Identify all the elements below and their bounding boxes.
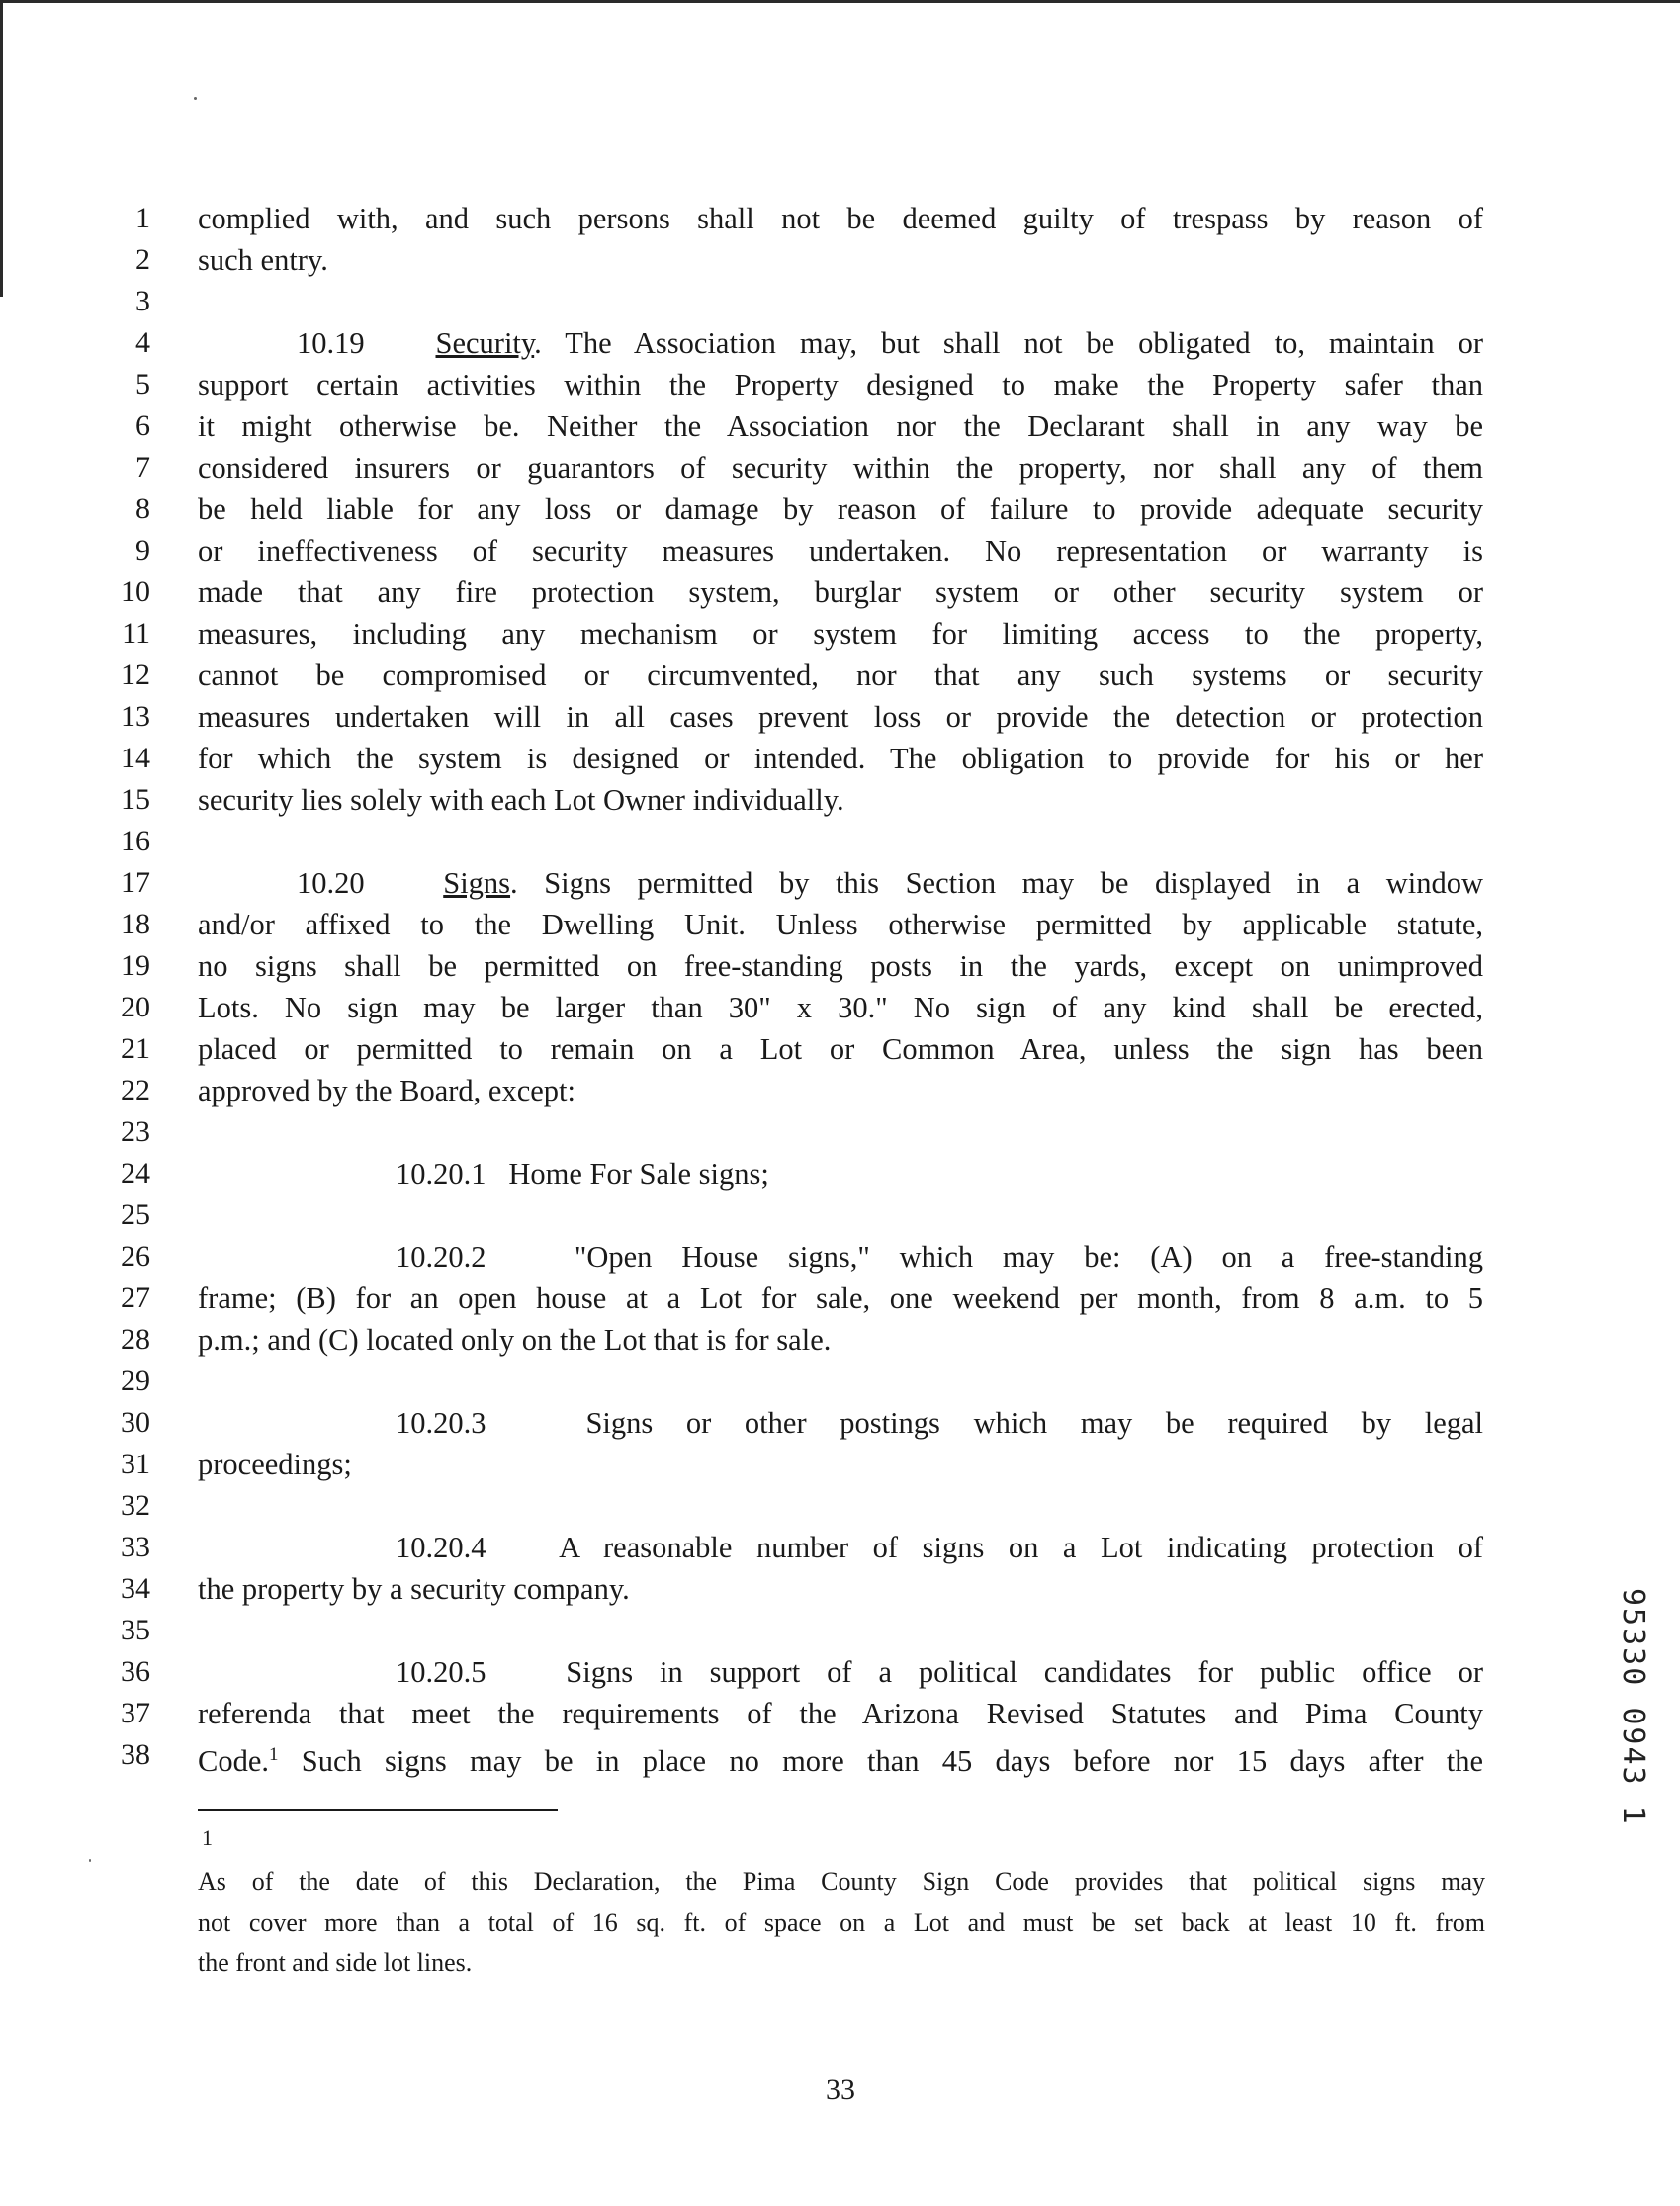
subsection-number: 10.20.1 [396, 1157, 486, 1191]
line-number: 27 [121, 1281, 150, 1314]
section-heading: Signs [443, 866, 511, 900]
subsection-10-20-2 [198, 1236, 1483, 1278]
line-number: 18 [121, 908, 150, 940]
section-text: . Signs permitted by this Section may be displayed in a window [510, 866, 1484, 900]
line-8: be held liable for any loss or damage by reason of failure to provide adequate security [198, 492, 1483, 526]
subsection-text: Signs or other postings which may be required by legal [585, 1406, 1484, 1440]
line-number: 3 [135, 285, 150, 317]
line-number: 28 [121, 1323, 150, 1356]
line-13: measures undertaken will in all cases prevent loss or provide the detection or protection [198, 700, 1483, 734]
line-34: the property by a security company. [198, 1572, 630, 1606]
line-number: 12 [121, 659, 150, 691]
line-number: 11 [122, 617, 150, 650]
line-11: measures, including any mechanism or system for limiting access to the property, [198, 617, 1483, 651]
line-number: 32 [121, 1489, 150, 1522]
section-heading: Security [435, 326, 535, 360]
line-5: support certain activities within the Property designed to make the Property safer than [198, 368, 1483, 401]
line-number: 21 [121, 1032, 150, 1065]
line-20: Lots. No sign may be larger than 30" x 30." No sign of any kind shall be erected, [198, 991, 1483, 1024]
line-9: or ineffectiveness of security measures undertaken. No representation or warranty is [198, 534, 1483, 568]
subsection-number: 10.20.3 [396, 1406, 486, 1440]
scan-edge-left [0, 0, 3, 297]
line-10: made that any fire protection system, burglar system or other security system or [198, 575, 1483, 609]
section-text: . The Association may, but shall not be obligated to, maintain or [534, 326, 1483, 360]
line-number: 26 [121, 1240, 150, 1273]
line-number: 8 [135, 492, 150, 525]
line-14: for which the system is designed or intended. The obligation to provide for his or her [198, 742, 1483, 775]
line-15: security lies solely with each Lot Owner individually. [198, 783, 844, 817]
subsection-text: Signs in support of a political candidates for public office or [566, 1655, 1484, 1689]
section-10-19-heading-line [198, 322, 1483, 364]
subsection-number: 10.20.2 [396, 1240, 486, 1274]
subsection-number: 10.20.4 [396, 1531, 486, 1564]
line-number: 33 [121, 1531, 150, 1563]
line-27: frame; (B) for an open house at a Lot for sale, one weekend per month, from 8 a.m. to 5 [198, 1281, 1483, 1315]
line-number: 14 [121, 742, 150, 774]
page-number: 33 [826, 2074, 855, 2106]
footnote-marker: 1 [202, 1825, 213, 1850]
line-number: 37 [121, 1697, 150, 1729]
line-number: 17 [121, 866, 150, 899]
line-number: 31 [121, 1448, 150, 1480]
footnote-separator [198, 1809, 558, 1811]
footnote-line: the front and side lot lines. [198, 1948, 473, 1977]
line-12: cannot be compromised or circumvented, nor that any such systems or security [198, 659, 1483, 692]
line-number: 34 [121, 1572, 150, 1605]
recording-stamp-text: 95330 0943 1 [1616, 1588, 1650, 1826]
line-28: p.m.; and (C) located only on the Lot that is for sale. [198, 1323, 832, 1357]
section-number: 10.19 [297, 326, 365, 360]
line-number: 6 [135, 409, 150, 442]
recording-stamp [1616, 1588, 1652, 1875]
line-number: 15 [121, 783, 150, 816]
line-number: 29 [121, 1365, 150, 1397]
line-38 [198, 1734, 1483, 1779]
line-number: 5 [135, 368, 150, 400]
footnote-line: As of the date of this Declaration, the Pima County Sign Code provides that political signs may [198, 1867, 1485, 1896]
subsection-10-20-3 [198, 1402, 1483, 1444]
section-number: 10.20 [297, 866, 365, 900]
line-number: 4 [135, 326, 150, 359]
scan-speck [89, 1859, 91, 1862]
line-22: approved by the Board, except: [198, 1074, 575, 1107]
scan-speck [194, 97, 197, 100]
line-number: 13 [121, 700, 150, 733]
line-number: 10 [121, 575, 150, 608]
line-number: 19 [121, 949, 150, 982]
scan-edge-top [0, 0, 1680, 3]
line-number: 23 [121, 1115, 150, 1148]
line-number: 7 [135, 451, 150, 484]
subsection-10-20-4 [198, 1527, 1483, 1568]
line-19: no signs shall be permitted on free-standing posts in the yards, except on unimproved [198, 949, 1483, 983]
line-number: 22 [121, 1074, 150, 1106]
line-38-text-a: Code. [198, 1744, 270, 1779]
subsection-10-20-5 [198, 1651, 1483, 1693]
line-2: such entry. [198, 243, 328, 277]
line-number: 24 [121, 1157, 150, 1190]
line-number: 20 [121, 991, 150, 1023]
line-number: 36 [121, 1655, 150, 1688]
line-37: referenda that meet the requirements of the Arizona Revised Statutes and Pima County [198, 1697, 1483, 1730]
line-number: 16 [121, 825, 150, 857]
line-6: it might otherwise be. Neither the Association nor the Declarant shall in any way be [198, 409, 1483, 443]
subsection-10-20-1 [198, 1153, 1483, 1194]
line-number: 2 [135, 243, 150, 276]
line-7: considered insurers or guarantors of security within the property, nor shall any of them [198, 451, 1483, 485]
subsection-text: "Open House signs," which may be: (A) on a free-standing [574, 1240, 1483, 1274]
line-number: 9 [135, 534, 150, 567]
line-18: and/or affixed to the Dwelling Unit. Unless otherwise permitted by applicable statute, [198, 908, 1483, 941]
subsection-number: 10.20.5 [396, 1655, 486, 1689]
line-21: placed or permitted to remain on a Lot or Common Area, unless the sign has been [198, 1032, 1483, 1066]
line-38-text-b: Such signs may be in place no more than 45 days before nor 15 days after the [278, 1744, 1483, 1779]
line-number: 30 [121, 1406, 150, 1439]
subsection-text: Home For Sale signs; [508, 1157, 769, 1191]
line-number: 35 [121, 1614, 150, 1646]
line-31: proceedings; [198, 1448, 352, 1481]
line-number: 25 [121, 1198, 150, 1231]
line-number: 1 [135, 202, 150, 234]
subsection-text: A reasonable number of signs on a Lot indicating protection of [559, 1531, 1484, 1564]
line-1: complied with, and such persons shall not be deemed guilty of trespass by reason of [198, 202, 1483, 235]
line-number: 38 [121, 1738, 150, 1771]
footnote-reference[interactable]: 1 [269, 1744, 279, 1765]
footnote-line: not cover more than a total of 16 sq. ft. of space on a Lot and must be set back at least 10 ft. from [198, 1908, 1485, 1937]
section-10-20-heading-line [198, 862, 1483, 904]
